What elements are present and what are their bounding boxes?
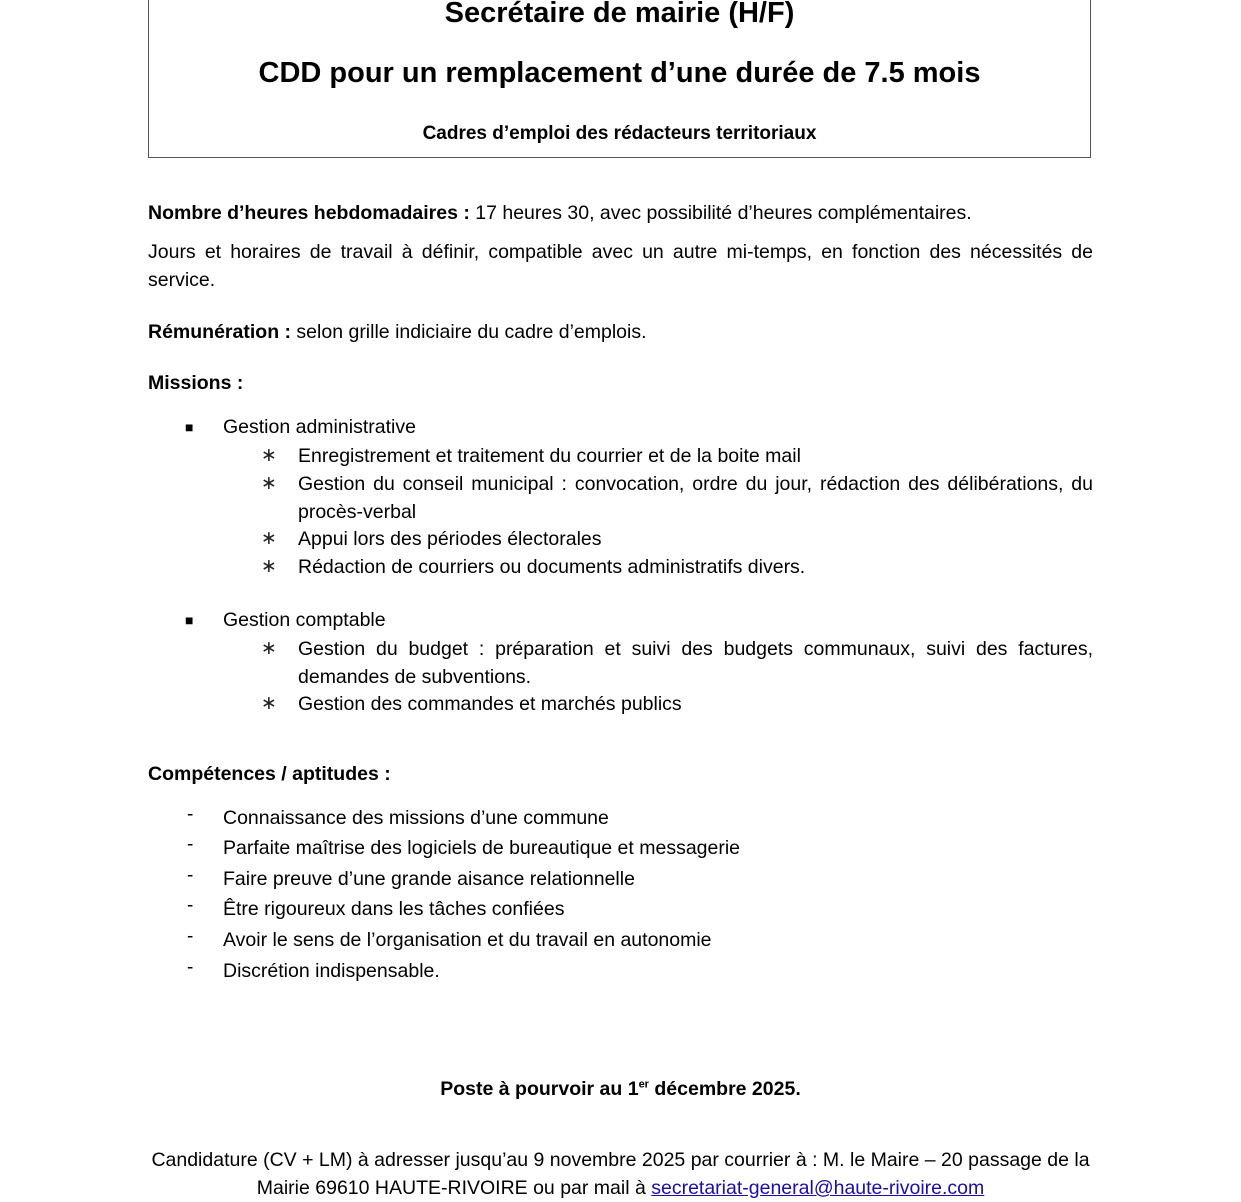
start-date-prefix: Poste à pourvoir au 1	[440, 1078, 639, 1100]
asterisk-bullet-icon: ∗	[261, 693, 277, 714]
mission-group-title: Gestion administrative	[223, 416, 416, 438]
email-link[interactable]: secretariat-general@haute-rivoire.com	[651, 1177, 985, 1199]
start-date	[148, 1075, 1093, 1103]
application-text: Candidature (CV + LM) à adresser jusqu’au 9 novembre 2025 par courrier à : M. le Maire – 20 passage de la Mairie 69610 HAUTE-RIVOIRE ou par mail à	[151, 1149, 1090, 1199]
application-instructions	[148, 1146, 1093, 1202]
start-date-suffix: décembre 2025.	[648, 1078, 801, 1100]
contract-type: CDD pour un remplacement d’une durée de 7.5 mois	[258, 57, 981, 89]
square-bullet-icon: ■	[185, 612, 194, 628]
dash-bullet-icon: -	[187, 834, 194, 855]
hours-line	[148, 199, 1093, 227]
mission-item: Appui lors des périodes électorales	[298, 528, 602, 550]
skill-item: Être rigoureux dans les tâches confiées	[223, 898, 565, 920]
mission-item: Gestion du budget : préparation et suivi des budgets communaux, suivi des factures, demandes de subventions.	[298, 638, 1093, 688]
dash-bullet-icon: -	[187, 957, 194, 978]
mission-item: Gestion des commandes et marchés publics	[298, 693, 682, 715]
pay-value: selon grille indiciaire du cadre d’emplois.	[291, 321, 647, 343]
asterisk-bullet-icon: ∗	[261, 556, 277, 577]
mission-group-title: Gestion comptable	[223, 609, 386, 631]
hours-label: Nombre d’heures hebdomadaires :	[148, 202, 470, 224]
skill-item: Connaissance des missions d’une commune	[223, 807, 609, 829]
asterisk-bullet-icon: ∗	[261, 638, 277, 659]
pay-label: Rémunération :	[148, 321, 292, 343]
asterisk-bullet-icon: ∗	[261, 445, 277, 466]
title-box	[148, 0, 1091, 158]
skill-item: Faire preuve d’une grande aisance relationnelle	[223, 868, 635, 890]
missions-heading: Missions :	[148, 372, 244, 394]
schedule-paragraph: Jours et horaires de travail à définir, compatible avec un autre mi-temps, en fonction des nécessités de service.	[148, 241, 1093, 291]
start-date-ordinal: er	[638, 1078, 649, 1091]
mission-item: Gestion du conseil municipal : convocation, ordre du jour, rédaction des délibérations, du procès-verbal	[298, 473, 1093, 523]
pay-line	[148, 318, 1093, 346]
job-title: Secrétaire de mairie (H/F)	[444, 0, 795, 29]
mission-item: Enregistrement et traitement du courrier et de la boite mail	[298, 445, 801, 467]
square-bullet-icon: ■	[185, 419, 194, 435]
mission-item: Rédaction de courriers ou documents administratifs divers.	[298, 556, 806, 578]
dash-bullet-icon: -	[187, 804, 194, 825]
dash-bullet-icon: -	[187, 895, 194, 916]
asterisk-bullet-icon: ∗	[261, 528, 277, 549]
hours-value: 17 heures 30, avec possibilité d’heures complémentaires.	[469, 202, 972, 224]
skill-item: Parfaite maîtrise des logiciels de bureautique et messagerie	[223, 837, 741, 859]
dash-bullet-icon: -	[187, 865, 194, 886]
skills-heading: Compétences / aptitudes :	[148, 763, 391, 785]
dash-bullet-icon: -	[187, 926, 194, 947]
skill-item: Discrétion indispensable.	[223, 960, 440, 982]
job-grade: Cadres d’emploi des rédacteurs territoriaux	[422, 123, 817, 144]
asterisk-bullet-icon: ∗	[261, 473, 277, 494]
skill-item: Avoir le sens de l’organisation et du travail en autonomie	[223, 929, 712, 951]
